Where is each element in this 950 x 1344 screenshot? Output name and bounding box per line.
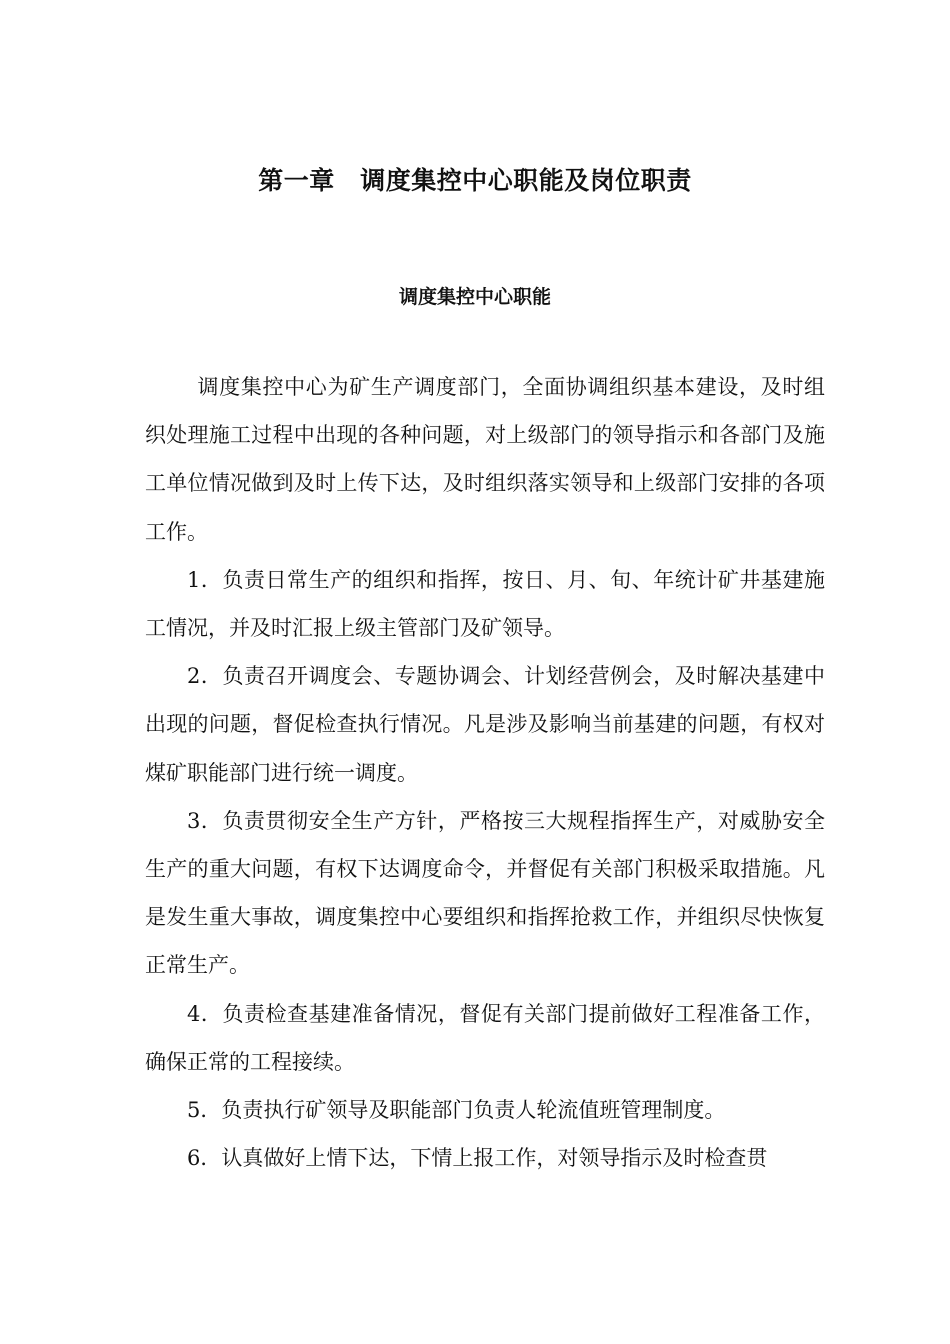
section-title: 调度集控中心职能 xyxy=(398,286,551,308)
list-item: 1．负责日常生产的组织和指挥，按日、月、旬、年统计矿井基建施工情况，并及时汇报上级主管部门及矿领导。 xyxy=(145,567,825,641)
list-item: 4．负责检查基建准备情况，督促有关部门提前做好工程准备工作，确保正常的工程接续。 xyxy=(145,1001,825,1074)
chapter-title: 第一章 调度集控中心职能及岗位职责 xyxy=(258,166,692,195)
list-item: 6．认真做好上情下达，下情上报工作，对领导指示及时检查贯 xyxy=(187,1146,768,1171)
list-item: 5．负责执行矿领导及职能部门负责人轮流值班管理制度。 xyxy=(187,1098,726,1123)
body-text xyxy=(145,363,825,1182)
list-item: 3．负责贯彻安全生产方针，严格按三大规程指挥生产，对威胁安全生产的重大问题，有权下达调度命令，并督促有关部门积极采取措施。凡是发生重大事故，调度集控中心要组织和指挥抢救工作，并组织尽快恢复正常生产。 xyxy=(145,808,825,978)
intro-paragraph: 调度集控中心为矿生产调度部门，全面协调组织基本建设，及时组织处理施工过程中出现的各种问题，对上级部门的领导指示和各部门及施工单位情况做到及时上传下达，及时组织落实领导和上级部门安排的各项工作。 xyxy=(145,375,825,544)
list-item: 2．负责召开调度会、专题协调会、计划经营例会，及时解决基建中出现的问题，督促检查执行情况。凡是涉及影响当前基建的问题，有权对煤矿职能部门进行统一调度。 xyxy=(145,664,825,785)
